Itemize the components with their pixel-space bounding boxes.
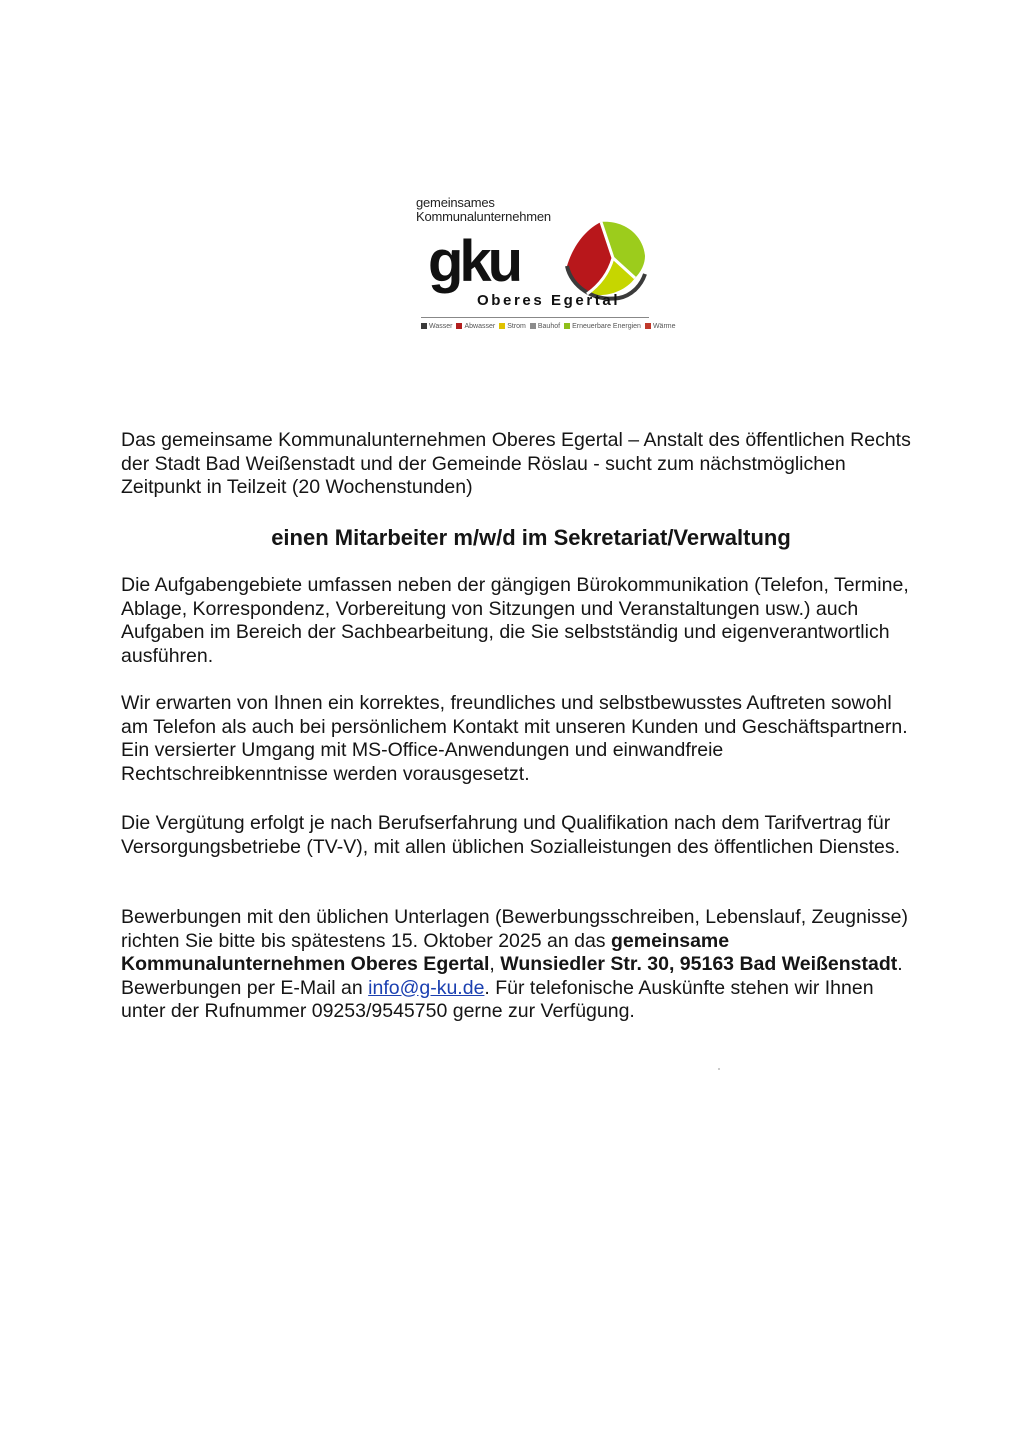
logo-divider xyxy=(421,317,649,318)
email-link[interactable]: info@g-ku.de xyxy=(368,976,485,999)
logo-subtitle: Oberes Egertal xyxy=(477,292,621,309)
organization-name: gemeinsame Kommunalunternehmen Oberes Egertal xyxy=(121,929,730,975)
logo-legend xyxy=(421,322,680,332)
application-text-part1: Bewerbungen mit den üblichen Unterlagen (Bewerbungsschreiben, Lebenslauf, Zeugnisse) richten Sie bitte bis spätestens 15. Oktober 2025 an das xyxy=(121,906,908,952)
logo-tagline xyxy=(416,196,551,224)
legend-label: Abwasser xyxy=(464,323,496,330)
application-text-part2: . Bewerbungen per E-Mail an xyxy=(121,953,903,999)
legend-label: Bauhof xyxy=(537,323,561,330)
logo-wordmark: gku xyxy=(428,229,520,294)
application-paragraph xyxy=(121,906,921,1024)
organization-address: Wunsiedler Str. 30, 95163 Bad Weißenstadt xyxy=(500,953,898,975)
pay-paragraph xyxy=(121,812,921,859)
legend-item xyxy=(421,322,452,332)
scan-speck xyxy=(718,1068,720,1070)
tasks-paragraph xyxy=(121,574,921,668)
logo-tagline-line1: gemeinsames xyxy=(416,195,495,210)
legend-swatch xyxy=(421,323,427,329)
legend-swatch xyxy=(499,323,505,329)
application-text xyxy=(121,906,921,1024)
expectations-text: Wir erwarten von Ihnen ein korrektes, freundliches und selbstbewusstes Auftreten sowohl am Telefon als auch bei persönlichem Kontakt mit unseren Kunden und Geschäftspartnern. Ein versierter Umgang mit MS-Office-Anwendungen und einwandfreie Rechtschreibkenntnisse werden vorausgesetzt. xyxy=(121,692,908,785)
legend-label: Erneuerbare Energien xyxy=(572,323,641,330)
legend-item xyxy=(564,322,641,332)
job-title-heading: einen Mitarbeiter m/w/d im Sekretariat/Verwaltung xyxy=(271,525,791,550)
legend-swatch xyxy=(564,323,570,329)
legend-label: Wasser xyxy=(429,323,453,330)
expectations-paragraph xyxy=(121,692,921,786)
legend-swatch xyxy=(530,323,536,329)
application-separator: , xyxy=(489,953,501,975)
intro-paragraph xyxy=(121,429,921,500)
application-text-part3: . Für telefonische Auskünfte stehen wir Ihnen unter der Rufnummer 09253/9545750 gerne zur Verfügung. xyxy=(121,976,874,1022)
legend-label: Strom xyxy=(507,323,526,330)
company-logo xyxy=(415,195,676,342)
legend-item xyxy=(645,322,676,332)
legend-item xyxy=(499,322,526,332)
logo-tagline-line2: Kommunalunternehmen xyxy=(416,209,551,224)
legend-item xyxy=(530,322,560,332)
legend-item xyxy=(456,322,495,332)
legend-swatch xyxy=(645,323,651,329)
tasks-text: Die Aufgabengebiete umfassen neben der gängigen Bürokommunikation (Telefon, Termine, Ablage, Korrespondenz, Vorbereitung von Sitzungen und Veranstaltungen usw.) auch Aufgaben im Bereich der Sachbearbeitung, die Sie selbstständig und eigenverantwortlich ausführen. xyxy=(121,574,909,667)
intro-text: Das gemeinsame Kommunalunternehmen Oberes Egertal – Anstalt des öffentlichen Rechts der Stadt Bad Weißenstadt und der Gemeinde Röslau - sucht zum nächstmöglichen Zeitpunkt in Teilzeit (20 Wochenstunden) xyxy=(121,429,911,498)
legend-label: Wärme xyxy=(652,323,676,330)
legend-swatch xyxy=(456,323,462,329)
pay-text: Die Vergütung erfolgt je nach Berufserfahrung und Qualifikation nach dem Tarifvertrag für Versorgungsbetriebe (TV-V), mit allen üblichen Sozialleistungen des öffentlichen Dienstes. xyxy=(121,812,901,858)
